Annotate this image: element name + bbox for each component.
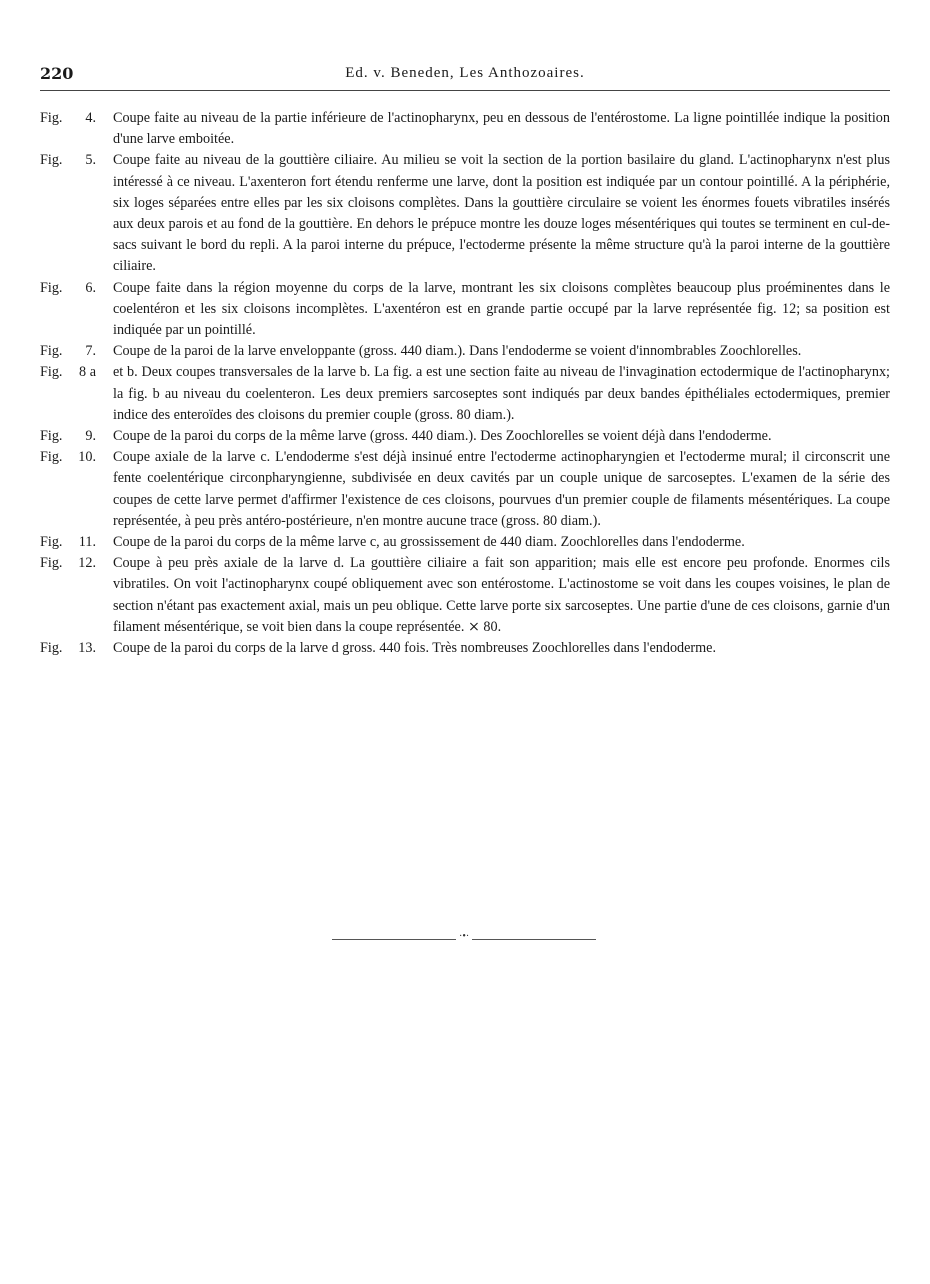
fig-label: Fig. <box>40 110 63 126</box>
caption-fig-4 <box>40 108 890 150</box>
fig-label: Fig. <box>40 279 63 296</box>
divider-line-left <box>332 939 456 940</box>
caption-text: Coupe de la paroi du corps de la même larve (gross. 440 diam.). Des Zoochlorelles se voient déjà dans l'endoderme. <box>113 428 772 445</box>
fig-label: Fig. <box>40 534 63 551</box>
fig-label: Fig. <box>40 640 63 657</box>
fig-number: 7. <box>85 343 96 360</box>
divider-line-right <box>472 939 596 940</box>
caption-fig-5 <box>40 150 890 277</box>
fig-number: 9. <box>85 428 96 445</box>
caption-text: Coupe faite au niveau de la partie inférieure de l'actinopharynx, peu en dessous de l'entérostome. La ligne pointillée indique la position d'une larve emboitée. <box>113 110 890 148</box>
fig-number: 6. <box>85 279 96 296</box>
running-title: Ed. v. Beneden, Les Anthozoaires. <box>345 65 585 81</box>
caption-text: Coupe de la paroi de la larve enveloppante (gross. 440 diam.). Dans l'endoderme se voient d'innombrables Zoochlorelles. <box>113 343 802 360</box>
figure-captions <box>40 108 890 659</box>
fig-number: 5. <box>85 152 96 169</box>
divider-ornament: ·•· <box>459 931 470 942</box>
caption-fig-6 <box>40 278 890 342</box>
caption-fig-12 <box>40 553 890 638</box>
fig-number: 13. <box>78 640 96 657</box>
fig-label: Fig. <box>40 152 63 169</box>
page-number: 220 <box>40 64 74 83</box>
caption-fig-8 <box>40 362 890 426</box>
fig-number: 11. <box>78 534 96 551</box>
fig-number: 12. <box>78 555 96 572</box>
fig-label: Fig. <box>40 343 63 360</box>
page-header <box>40 64 890 91</box>
fig-label: Fig. <box>40 555 63 572</box>
caption-text: Coupe de la paroi du corps de la larve d gross. 440 fois. Très nombreuses Zoochlorelles dans l'endoderme. <box>113 640 717 657</box>
caption-text: Coupe axiale de la larve c. L'endoderme s'est déjà insinué entre l'ectoderme actinopharyngien et l'ectoderme mural; il circonscrit une fente coelentérique circonpharyngienne, subdivisée en deux cavités par un couple unique de sarcoseptes. L'examen de la série des coupes de cette larve permet d'affirmer l'existence de ces cloisons, pourvues d'un premier couple de filaments mésentériques. La coupe représentée, à peu près antéro-postérieure, n'en montre aucune trace (gross. 80 diam.). <box>113 449 890 529</box>
fig-number: 8 a <box>79 364 96 381</box>
fig-number: 10. <box>78 449 96 466</box>
caption-fig-9 <box>40 426 890 447</box>
caption-fig-7 <box>40 341 890 362</box>
caption-fig-11 <box>40 532 890 553</box>
section-divider <box>332 931 596 943</box>
fig-label: Fig. <box>40 364 63 381</box>
caption-text: Coupe à peu près axiale de la larve d. La gouttière ciliaire a fait son apparition; mais elle est encore peu profonde. Enormes cils vibratiles. On voit l'actinopharynx coupé obliquement avec son entérostome. L'actinostome se voit dans les coupes voisines, le plan de section n'étant pas exactement axial, mais un peu oblique. Cette larve porte six sarcoseptes. Une partie d'une de ces cloisons, garnie d'un filament mésentérique, se voit bien dans la coupe représentée. ⨯ 80. <box>113 555 890 635</box>
caption-text: Coupe faite dans la région moyenne du corps de la larve, montrant les six cloisons complètes beaucoup plus proéminentes dans le coelentéron et les six cloisons incomplètes. L'axentéron est en grande partie occupé par la larve représentée fig. 12; sa position est indiquée par un pointillé. <box>113 279 890 339</box>
caption-fig-13 <box>40 638 890 659</box>
fig-label: Fig. <box>40 428 63 445</box>
fig-label: Fig. <box>40 449 63 466</box>
caption-text: Coupe faite au niveau de la gouttière ciliaire. Au milieu se voit la section de la portion basilaire du gland. L'actinopharynx n'est plus intéressé à ce niveau. L'axenteron fort étendu renferme une larve, dont la position est indiquée par un contour pointillé. A la périphérie, six loges séparées entre elles par les six cloisons complètes. Dans la gouttière circulaire se voient les énormes fouets vibratiles insérés aux deux parois et au fond de la gouttière. En dehors le prépuce montre les douze loges mésentériques qui toutes se terminent en cul-de-sacs suivant le bord du repli. A la paroi interne du prépuce, l'ectoderme présente la même structure qu'à la paroi interne de la gouttière ciliaire. <box>113 152 890 275</box>
caption-fig-10 <box>40 447 890 532</box>
fig-number: 4. <box>85 110 96 126</box>
caption-text: Coupe de la paroi du corps de la même larve c, au grossissement de 440 diam. Zoochlorelles dans l'endoderme. <box>113 534 745 551</box>
caption-text: et b. Deux coupes transversales de la larve b. La fig. a est une section faite au niveau de l'invagination ectodermique de l'actinopharynx; la fig. b au niveau du coelenteron. Les deux premiers sarcoseptes sont indiqués par deux bandes épithéliales ectodermiques, premier indice des enteroïdes des cloisons du premier couple (gross. 80 diam.). <box>113 364 890 423</box>
